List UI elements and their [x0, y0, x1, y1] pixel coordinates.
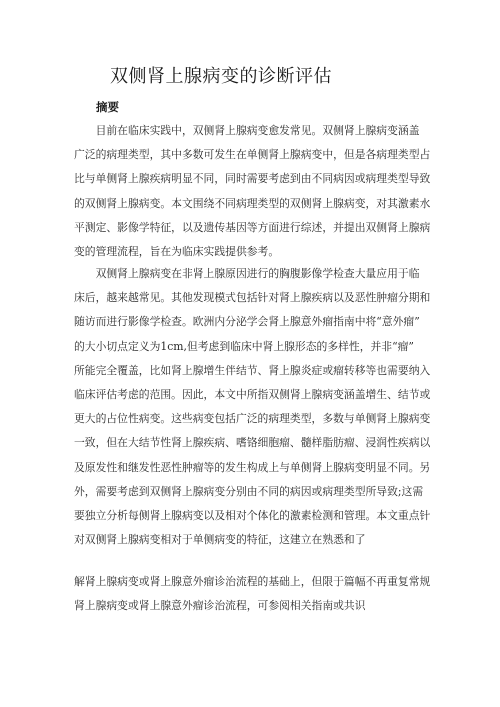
text-line: 目前在临床实践中，双侧肾上腺病变愈发常见。双侧肾上腺病变涵盖 — [74, 124, 420, 137]
text-line: 所能完全覆盖，比如肾上腺增生伴结节、肾上腺炎症或瘤转移等也需要纳入 — [74, 363, 431, 377]
text-line: 双侧肾上腺病变在非肾上腺原因进行的胸腹影像学检查大量应用于临 — [74, 267, 420, 280]
text-line: 广泛的病理类型，其中多数可发生在单侧肾上腺病变中，但是各病理类型占 — [74, 148, 431, 162]
text-line: 外，需要考虑到双侧肾上腺病变分别由不同的病因或病理类型所导致;这需 — [74, 484, 424, 498]
text-line: 解肾上腺病变或肾上腺意外瘤诊治流程的基础上，但限于篇幅不再重复常规 — [74, 575, 431, 588]
text-line: 更大的占位性病变。这些病变包括广泛的病理类型，多数与单侧肾上腺病变 — [74, 412, 431, 426]
text-line: 平测定、影像学特征，以及遗传基因等方面进行综述，并提出双侧肾上腺病 — [74, 220, 431, 234]
text-line: 比与单侧肾上腺疾病明显不同，同时需要考虑到由不同病因或病理类型导致 — [74, 172, 431, 186]
text-line: 一致，但在大结节性肾上腺疾病、嗜铬细胞瘤、髓样脂肪瘤、浸润性疾病以 — [74, 436, 431, 450]
text-line: 要独立分析每侧肾上腺病变以及相对个体化的激素检测和管理。本文重点针 — [74, 508, 431, 522]
text-line: 及原发性和继发性恶性肿瘤等的发生构成上与单侧肾上腺病变明显不同。另 — [74, 460, 431, 474]
text-line: 的双侧肾上腺病变。本文围绕不同病理类型的双侧肾上腺病变，对其激素水 — [74, 196, 431, 210]
abstract-heading: 摘要 — [96, 100, 119, 114]
body-paragraph-continued — [74, 570, 434, 618]
text-line: 临床评估考虑的范围。因此，本文中所指双侧肾上腺病变涵盖增生、结节或 — [74, 387, 431, 401]
text-line: 变的管理流程，旨在为临床实践提供参考。 — [74, 244, 280, 258]
body-paragraph — [74, 262, 434, 552]
text-line: 床后，越来越常见。其他发现模式包括针对肾上腺疾病以及恶性肿瘤分期和 — [74, 291, 431, 305]
document-title: 双侧肾上腺病变的诊断评估 — [110, 66, 332, 87]
text-line: 对双侧肾上腺病变相对于单侧病变的特征，这建立在熟悉和了 — [74, 533, 366, 547]
text-line: 肾上腺病变或肾上腺意外瘤诊治流程，可参阅相关指南或共识 — [74, 599, 366, 613]
abstract-paragraph — [74, 119, 434, 264]
text-line: 的大小切点定义为1cm,但考虑到临床中肾上腺形态的多样性，并非“瘤” — [74, 339, 414, 353]
text-line: 随访而进行影像学检查。欧洲内分泌学会肾上腺意外瘤指南中将“意外瘤” — [74, 315, 420, 329]
